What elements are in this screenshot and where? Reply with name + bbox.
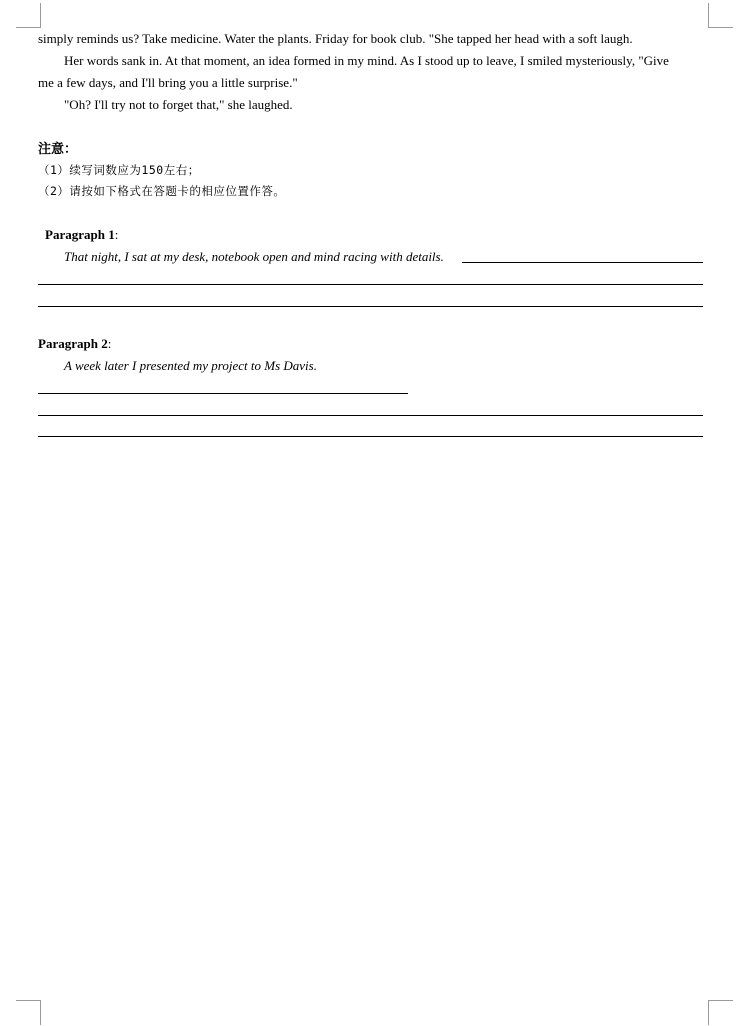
paragraph-2-heading-text: Paragraph 2 xyxy=(38,336,108,351)
corner-mark-bottom-right xyxy=(708,1000,733,1025)
corner-mark-top-right xyxy=(708,3,733,28)
paragraph-1-heading-colon: : xyxy=(114,227,119,242)
note-item-2: （2）请按如下格式在答题卡的相应位置作答。 xyxy=(38,184,286,198)
passage-line-1: simply reminds us? Take medicine. Water the plants. Friday for book club. "She tapped her head with a soft laugh. xyxy=(38,31,633,46)
paragraph-2-opening-sentence: A week later I presented my project to Ms Davis. xyxy=(64,358,317,373)
paragraph-2-heading-colon: : xyxy=(107,336,112,351)
writing-line xyxy=(38,393,408,394)
paragraph-1-opening-sentence: That night, I sat at my desk, notebook open and mind racing with details. xyxy=(64,249,444,264)
paragraph-2-heading xyxy=(38,336,111,352)
writing-line xyxy=(38,415,703,416)
writing-line xyxy=(462,262,703,263)
note-item-1: （1）续写词数应为150左右； xyxy=(38,163,200,177)
notes-title: 注意： xyxy=(38,142,78,157)
paragraph-1-heading-text: Paragraph 1 xyxy=(45,227,115,242)
passage-line-4: "Oh? I'll try not to forget that," she laughed. xyxy=(64,97,293,112)
paragraph-1-heading xyxy=(45,227,118,243)
writing-line xyxy=(38,436,703,437)
writing-line xyxy=(38,306,703,307)
passage-line-3: me a few days, and I'll bring you a little surprise." xyxy=(38,75,298,90)
passage-line-2: Her words sank in. At that moment, an idea formed in my mind. As I stood up to leave, I smiled mysteriously, "Give xyxy=(64,53,669,68)
corner-mark-top-left xyxy=(16,3,41,28)
writing-line xyxy=(38,284,703,285)
corner-mark-bottom-left xyxy=(16,1000,41,1025)
